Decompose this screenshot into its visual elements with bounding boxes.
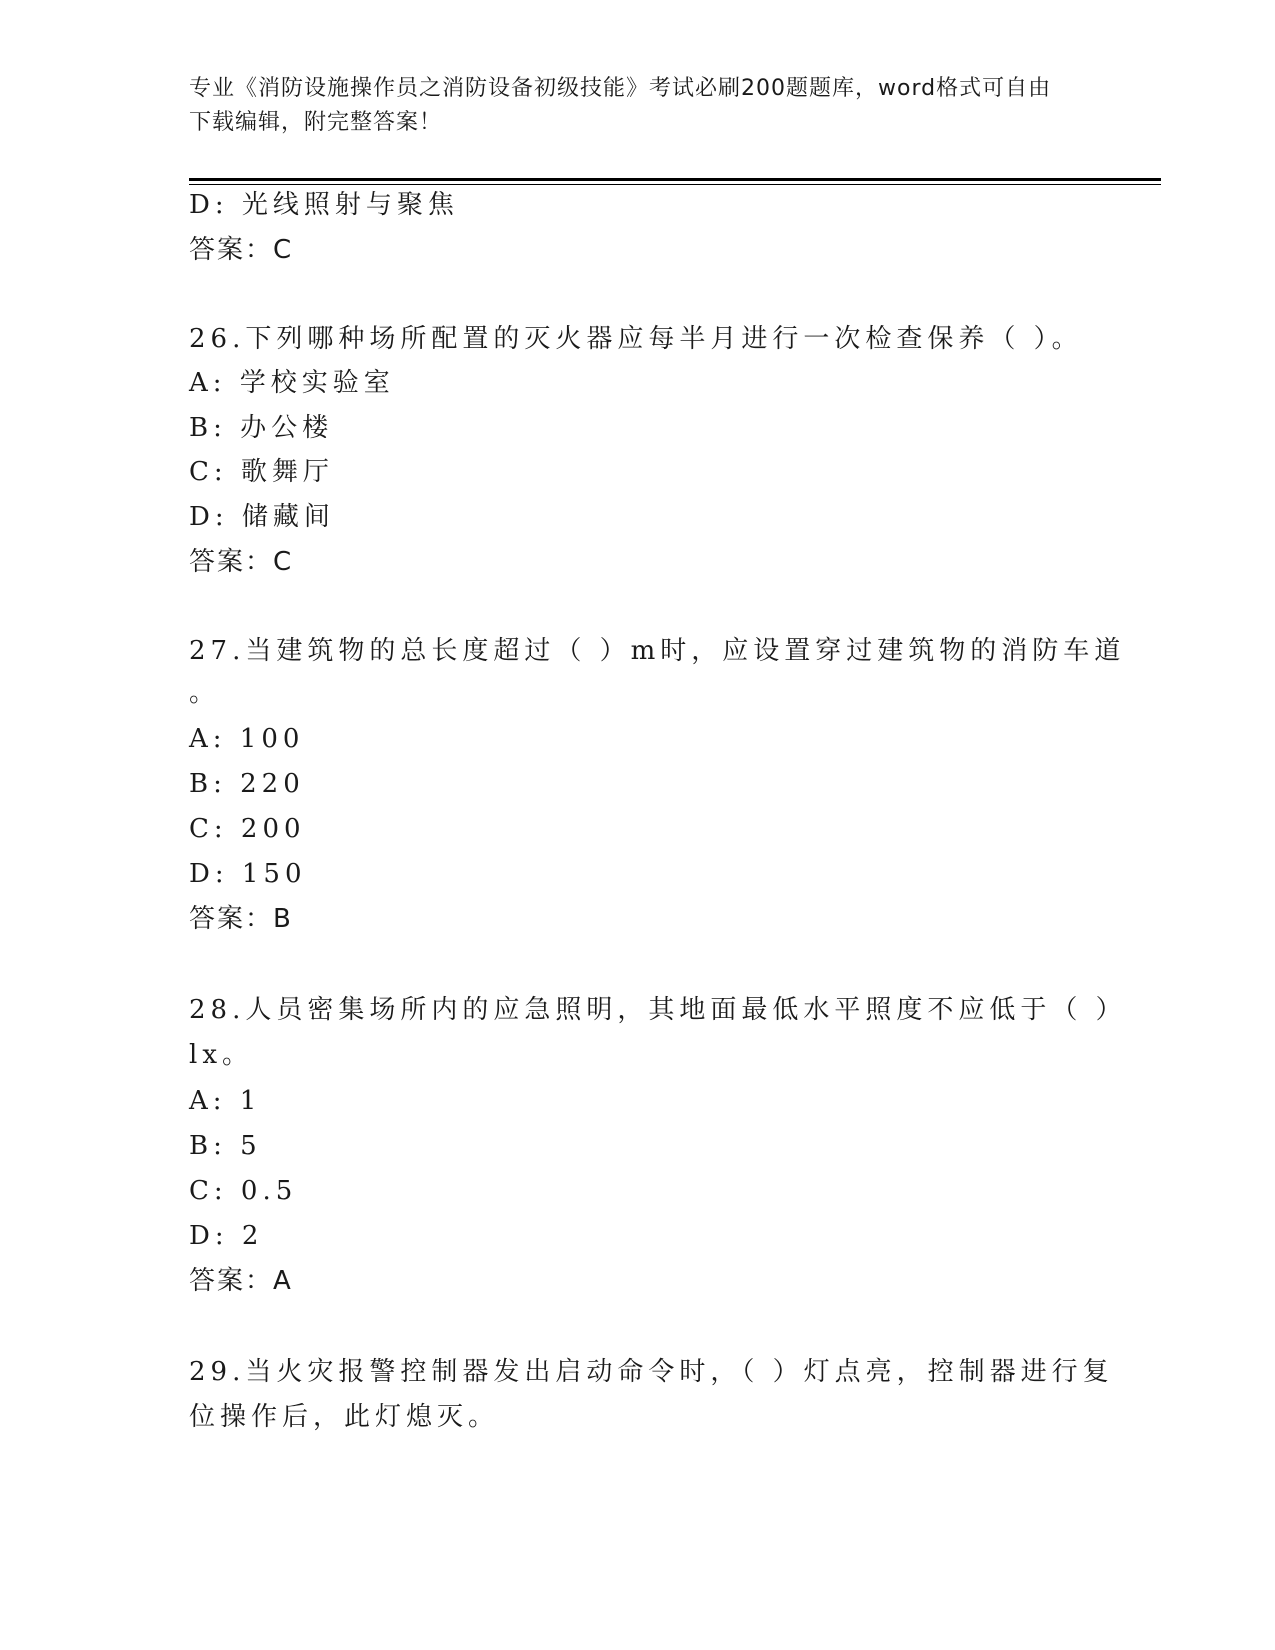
question-28-option-b: B: 5 xyxy=(189,1131,262,1161)
question-27-stem-line2: 。 xyxy=(189,678,221,708)
document-header: 专业《消防设施操作员之消防设备初级技能》考试必刷200题题库，word格式可自由下载编辑，附完整答案！ xyxy=(189,76,1052,135)
question-27-option-d: D: 150 xyxy=(189,859,307,889)
header-rule-thin xyxy=(189,184,1161,185)
question-27-answer: 答案：B xyxy=(189,904,293,934)
header-rule-thick xyxy=(189,178,1161,181)
question-27-option-c: C: 200 xyxy=(189,814,306,844)
question-26-answer: 答案：C xyxy=(189,547,294,577)
question-26-option-b: B: 办公楼 xyxy=(189,413,334,443)
question-28-stem-line2: lx。 xyxy=(189,1040,253,1070)
question-28-option-a: A: 1 xyxy=(189,1086,262,1116)
question-28-stem-line1: 28.人员密集场所内的应急照明，其地面最低水平照度不应低于（ ） xyxy=(189,995,1127,1025)
question-26-option-c: C: 歌舞厅 xyxy=(189,457,334,487)
question-26-option-d: D: 储藏间 xyxy=(189,502,335,532)
question-26-stem: 26.下列哪种场所配置的灭火器应每半月进行一次检查保养（ ）。 xyxy=(189,324,1083,354)
question-28-answer: 答案：A xyxy=(189,1266,293,1296)
question-28-option-d: D: 2 xyxy=(189,1221,264,1251)
question-27-option-b: B: 220 xyxy=(189,769,305,799)
option-d: D: 光线照射与聚焦 xyxy=(189,190,459,220)
question-27-stem-line1: 27.当建筑物的总长度超过（ ）m时，应设置穿过建筑物的消防车道 xyxy=(189,636,1126,666)
question-28-option-c: C: 0.5 xyxy=(189,1176,298,1206)
question-29-stem-line2: 位操作后，此灯熄灭。 xyxy=(189,1402,500,1432)
question-29-stem-line1: 29.当火灾报警控制器发出启动命令时，（ ）灯点亮，控制器进行复 xyxy=(189,1357,1114,1387)
question-27-option-a: A: 100 xyxy=(189,724,305,754)
question-26-option-a: A: 学校实验室 xyxy=(189,368,395,398)
answer-line: 答案：C xyxy=(189,235,294,265)
